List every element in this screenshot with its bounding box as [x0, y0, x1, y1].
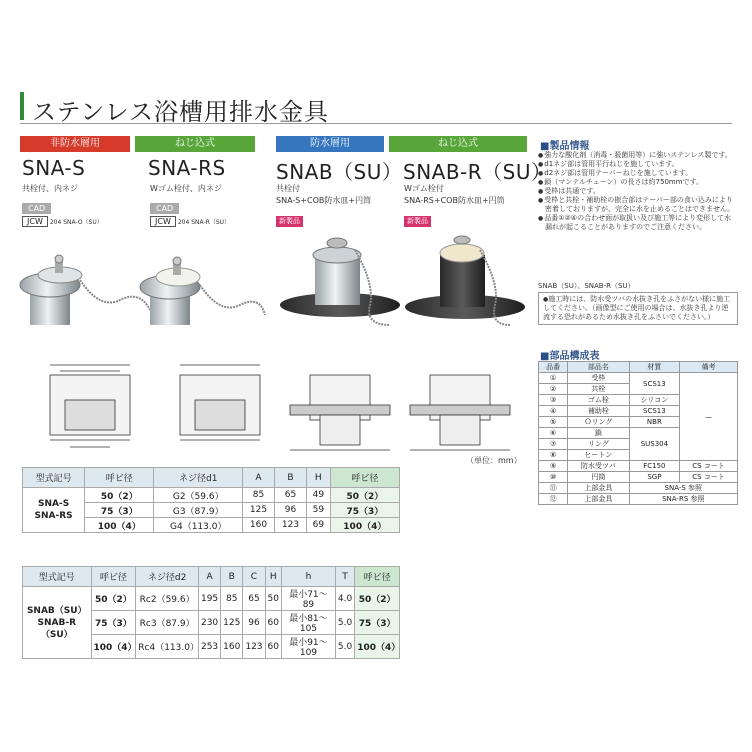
model-sna-rs: SNA-RS — [148, 156, 226, 180]
product-photos — [10, 225, 530, 340]
table-row: ⑫ 上部金具 SNA-RS 参照 — [539, 494, 738, 505]
photo-sna-s — [20, 255, 150, 325]
table-row: ⑩ 円筒 SGP CS コート — [539, 472, 738, 483]
info-item: ● d2ネジ部は管用テーパーねじを施しています。 — [538, 169, 738, 178]
info-note: ● 施工時には、防水受ツバの水抜き孔をふさがない様に施工してください。（画像型にご使用の場合は、水抜き孔より逆流する恐れがあるため水抜き孔をふさいでください。） — [538, 292, 738, 325]
parts-col-header: 備考 — [680, 362, 738, 373]
model-sna-rs-desc: Wゴム栓付、内ネジ — [150, 184, 222, 193]
cad-badge[interactable]: CAD — [150, 203, 179, 214]
spec-table-sna: 型式記号 呼ビ径 ネジ径d1 A B H 呼ビ径 SNA-S SNA-RS 50（2） G2（59.6） 85 65 49 50（2） 75（3） G3（87.9） 125 96 59 75（3） 100（4） G4（113.0） 160 123 69 100（4） — [22, 467, 400, 533]
jcw-code: 204 SNA-R（SU） — [177, 219, 231, 226]
info-item: ● 受枠は共通です。 — [538, 187, 738, 196]
unit-label: （単位：mm） — [466, 456, 522, 465]
spec-table-snab: 型式記号 呼ビ径 ネジ径d2 A B C H h T 呼ビ径 SNAB（SU） SNAB-R（SU） 50（2） Rc2（59.6） 195 85 65 50 最小71～89 4.0 50（2） 75（3） Rc3（87.9） 230 125 96 60 最小81～105 5.0 75（3） 100（4） Rc4（113.0） 253 160 123 60 最小91～109 5.0 100（4） — [22, 566, 400, 659]
table-row: 75（3） Rc3（87.9） 230 125 96 60 最小81～105 5.0 75（3） — [23, 611, 400, 635]
new-product-badge: 新製品 — [276, 216, 303, 227]
table-row: ⑧ ヒートン — [539, 450, 738, 461]
cad-badge[interactable]: CAD — [22, 203, 51, 214]
tag-screw-type: ねじ込式 — [135, 136, 255, 152]
page-title: ステンレス浴槽用排水金具 — [32, 98, 329, 126]
parts-col-header: 材質 — [629, 362, 680, 373]
tag-screw-type: ねじ込式 — [389, 136, 527, 152]
table-row: ② 共栓 — [539, 384, 738, 395]
model-snab-r-desc1: Wゴム栓付 — [404, 184, 444, 193]
table-row: 100（4） Rc4（113.0） 253 160 123 60 最小91～109 5.0 100（4） — [23, 635, 400, 659]
table-row: ④ 補助栓 SCS13 — [539, 406, 738, 417]
table-row: ⑦ リング — [539, 439, 738, 450]
parts-col-header: 品番 — [539, 362, 568, 373]
product-info-list — [538, 151, 738, 232]
table-row: ① 受枠 SCS13 — — [539, 373, 738, 384]
photo-snab-r — [405, 236, 525, 325]
info-applies-to: SNAB（SU）、SNAB-R（SU） — [538, 282, 635, 290]
table-row: 100（4） G4（113.0） 160 123 69 100（4） — [23, 518, 400, 533]
table-row: ⑤ Ｏリング NBR — [539, 417, 738, 428]
info-item: ● 品番①②④の合わせ面が取扱い及び施工等により変形して水漏れが起こることがありますのでご注意ください。 — [538, 214, 738, 232]
info-item: ● d1ネジ部は管用平行ねじを施しています。 — [538, 160, 738, 169]
model-snab-desc2: SNA-S+COB防水皿+円筒 — [276, 196, 372, 205]
tag-non-waterproof: 非防水層用 — [20, 136, 130, 152]
info-item: ● 強力な酸化剤（消毒・殺菌用等）に強いステンレス製です。 — [538, 151, 738, 160]
model-snab-r: SNAB-R（SU） — [403, 160, 552, 184]
product-info-title: ■製品情報 — [540, 141, 590, 152]
page-header — [20, 90, 732, 124]
jcw-badge: JCW — [22, 216, 48, 227]
model-sna-s-desc: 共栓付、内ネジ — [22, 184, 78, 193]
tag-waterproof: 防水層用 — [276, 136, 384, 152]
model-snab-desc1: 共栓付 — [276, 184, 300, 193]
jcw-badge: JCW — [150, 216, 176, 227]
parts-col-header: 部品名 — [568, 362, 629, 373]
table-row: SNA-S SNA-RS 50（2） G2（59.6） 85 65 49 50（2） — [23, 488, 400, 503]
table-row: ⑪ 上部金具 SNA-S 参照 — [539, 483, 738, 494]
info-item: ● 鎖（マンテルチェーン）の長さは約750mmです。 — [538, 178, 738, 187]
parts-table — [538, 361, 738, 505]
info-item: ● 受枠と共栓・補助栓の嵌合部はテーパー部の食い込みにより密着しておりますが、完全に水を止めることはできません。 — [538, 196, 738, 214]
parts-title: ■部品構成表 — [540, 351, 600, 362]
header-accent-bar — [20, 92, 24, 120]
technical-drawings — [10, 355, 535, 455]
model-snab-r-desc2: SNA-RS+COB防水皿+円筒 — [404, 196, 505, 205]
photo-snab — [280, 238, 400, 325]
model-snab: SNAB（SU） — [276, 160, 403, 184]
table-row: 75（3） G3（87.9） 125 96 59 75（3） — [23, 503, 400, 518]
table-row: ⑥ 鎖 SUS304 — [539, 428, 738, 439]
table-row: ⑨ 防水受ツバ FC150 CS コート — [539, 461, 738, 472]
jcw-code: 204 SNA-O（SU） — [49, 219, 103, 226]
photo-sna-rs — [140, 257, 265, 325]
new-product-badge: 新製品 — [404, 216, 431, 227]
table-row: ③ ゴム栓 シリコン — [539, 395, 738, 406]
table-row: SNAB（SU） SNAB-R（SU） 50（2） Rc2（59.6） 195 85 65 50 最小71～89 4.0 50（2） — [23, 587, 400, 611]
model-sna-s: SNA-S — [22, 156, 86, 180]
